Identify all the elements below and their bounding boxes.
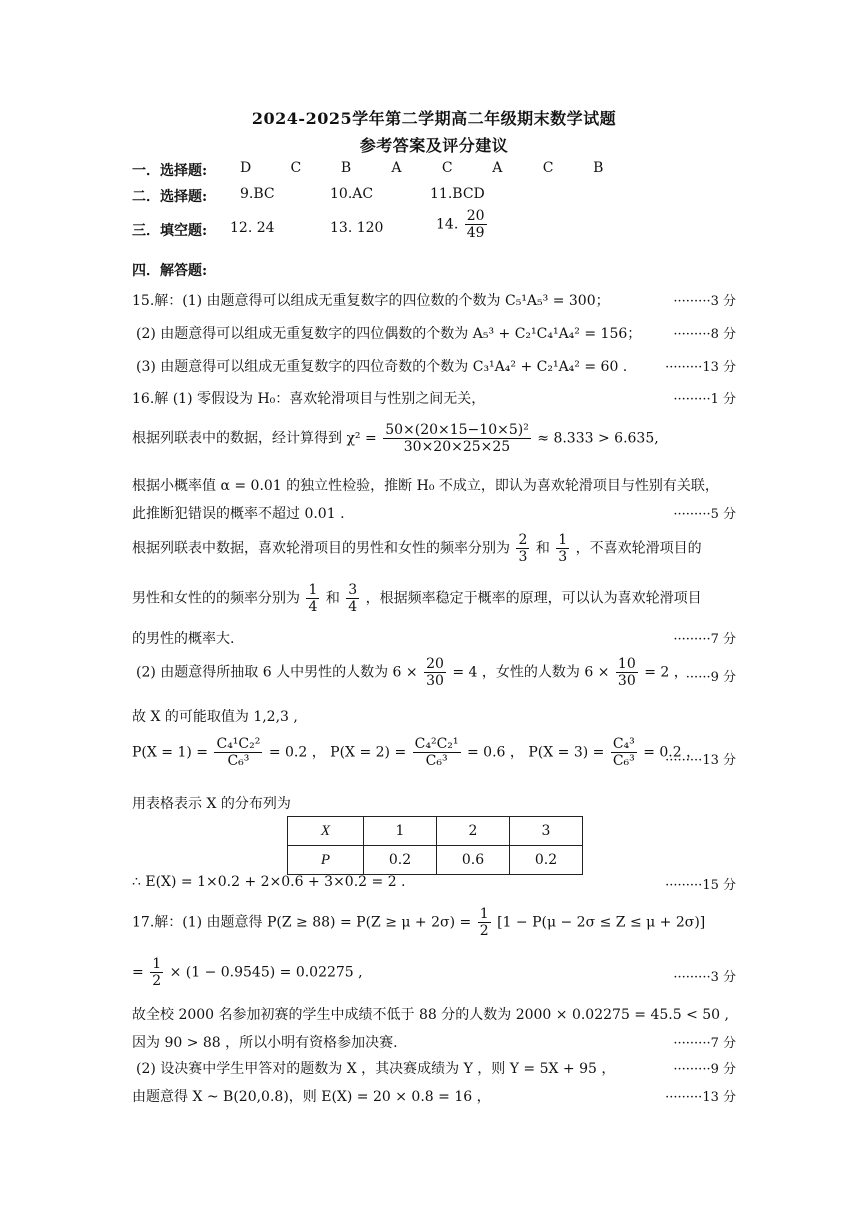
chi-suffix: ≈ 8.333 > 6.635, bbox=[537, 430, 659, 447]
text: 男性和女性的的频率分别为 bbox=[132, 590, 300, 607]
page-title: 2024-2025学年第二学期高二年级期末数学试题 bbox=[251, 109, 617, 128]
q16-chi-square bbox=[132, 422, 659, 455]
text: ，不喜欢轮滑项目的 bbox=[575, 540, 702, 557]
text: = 0.6 ， bbox=[466, 744, 524, 761]
text: 和 bbox=[325, 590, 340, 607]
fraction-denominator: 3 bbox=[558, 549, 568, 565]
table-row bbox=[288, 846, 583, 875]
fraction-denominator: 49 bbox=[466, 225, 485, 241]
q17-qualify-score: ·········7 分 bbox=[673, 1036, 736, 1051]
q17-part1-score: ·········3 分 bbox=[673, 970, 736, 985]
q15-part3-score: ·········13 分 bbox=[665, 360, 736, 375]
text: = 4 ，女性的人数为 6 × bbox=[452, 664, 610, 681]
fraction-denominator: 30 bbox=[617, 673, 636, 689]
chi-prefix: 根据列联表中的数据，经计算得到 χ² = bbox=[132, 430, 377, 447]
text: 17.解：(1) 由题意得 P(Z ≥ 88) = P(Z ≥ μ + 2σ) = bbox=[132, 914, 472, 931]
answer-3: B bbox=[340, 160, 352, 176]
q17-part2: (2) 设决赛中学生甲答对的题数为 X ，其决赛成绩为 Y ，则 Y = 5X + 95 ， bbox=[136, 1061, 616, 1077]
q15-part3: (3) 由题意得可以组成无重复数字的四位奇数的个数为 C₃¹A₄² + C₂¹A₄² = 60 . bbox=[136, 359, 628, 375]
text: P(X = 2) = bbox=[330, 744, 407, 761]
q16-values: 故 X 的可能取值为 1,2,3 , bbox=[132, 709, 298, 725]
q16-frequency-line2 bbox=[132, 582, 702, 615]
q16-probabilities bbox=[132, 736, 700, 769]
fraction-numerator: 1 bbox=[152, 956, 162, 972]
table-cell: 2 bbox=[437, 817, 510, 846]
q16-probabilities-score: ·········13 分 bbox=[665, 753, 736, 768]
q16-frequency-line1 bbox=[132, 532, 702, 565]
q16-table-intro: 用表格表示 X 的分布列为 bbox=[132, 796, 291, 812]
fraction-numerator: 2 bbox=[518, 532, 528, 548]
fraction-denominator: C₆³ bbox=[612, 753, 635, 769]
text: = 2 ， bbox=[644, 664, 688, 681]
fraction-denominator: 2 bbox=[152, 973, 162, 989]
chi-denominator: 30×20×25×25 bbox=[403, 439, 511, 455]
fill-answer-14 bbox=[436, 208, 489, 241]
q16-expectation-score: ·········15 分 bbox=[665, 878, 736, 893]
fraction-numerator: C₄¹C₂² bbox=[216, 736, 261, 752]
answer-8: B bbox=[593, 160, 604, 176]
fraction-denominator: C₆³ bbox=[227, 753, 250, 769]
fraction-numerator: 3 bbox=[348, 582, 358, 598]
text: = 0.2 ， bbox=[268, 744, 326, 761]
distribution-table bbox=[287, 816, 583, 875]
table-cell: 0.6 bbox=[437, 846, 510, 875]
text: = 0.2 ， bbox=[643, 744, 701, 761]
q17-binomial: 由题意得 X ~ B(20,0.8)，则 E(X) = 20 × 0.8 = 16 ， bbox=[132, 1089, 491, 1105]
section-multi-choice-label: 二．选择题: bbox=[132, 189, 208, 205]
table-cell: P bbox=[288, 846, 364, 875]
multi-answer-9: 9.BC bbox=[240, 186, 275, 202]
fraction-numerator: 1 bbox=[479, 906, 489, 922]
multi-answer-10: 10.AC bbox=[330, 186, 374, 202]
table-row bbox=[288, 817, 583, 846]
q16-part2-sampling bbox=[136, 656, 688, 689]
chi-numerator: 50×(20×15−10×5)² bbox=[385, 422, 529, 438]
q16-hypothesis-score: ·········1 分 bbox=[673, 392, 736, 407]
answer-2: C bbox=[290, 160, 302, 176]
q15-part2: (2) 由题意得可以组成无重复数字的四位偶数的个数为 A₅³ + C₂¹C₄¹A₄² = 156； bbox=[136, 326, 642, 342]
answer-1: D bbox=[240, 160, 252, 176]
section-fill-label: 三．填空题: bbox=[132, 223, 208, 239]
q17-count: 故全校 2000 名参加初赛的学生中成绩不低于 88 分的人数为 2000 × 0.02275 = 45.5 < 50 , bbox=[132, 1007, 729, 1023]
table-cell: 0.2 bbox=[510, 846, 583, 875]
q16-conclusion-score: ·········7 分 bbox=[673, 632, 736, 647]
fraction-numerator: C₄²C₂¹ bbox=[414, 736, 459, 752]
fill-answer-14-label: 14. bbox=[436, 216, 459, 233]
answer-7: C bbox=[542, 160, 554, 176]
section-choice-label: 一．选择题: bbox=[132, 163, 208, 179]
text: 和 bbox=[535, 540, 550, 557]
q16-part2-score: ······9 分 bbox=[685, 670, 736, 685]
answer-4: A bbox=[391, 160, 402, 176]
table-cell: X bbox=[288, 817, 364, 846]
fill-answer-13: 13. 120 bbox=[330, 220, 384, 236]
text: ，根据频率稳定于概率的原理，可以认为喜欢轮滑项目 bbox=[365, 590, 702, 607]
table-cell: 3 bbox=[510, 817, 583, 846]
page-subtitle: 参考答案及评分建议 bbox=[359, 136, 509, 155]
q17-part1 bbox=[132, 906, 705, 939]
fraction-denominator: 4 bbox=[348, 599, 358, 615]
fraction-numerator: 20 bbox=[426, 656, 444, 672]
fraction-denominator: 30 bbox=[426, 673, 444, 689]
fill-answer-12: 12. 24 bbox=[230, 220, 275, 236]
q16-inference: 根据小概率值 α = 0.01 的独立性检验，推断 H₀ 不成立，即认为喜欢轮滑项目与性别有关联， bbox=[132, 478, 719, 494]
answer-5: C bbox=[441, 160, 453, 176]
q17-binomial-score: ·········13 分 bbox=[665, 1090, 736, 1105]
text: P(X = 3) = bbox=[528, 744, 605, 761]
fraction-denominator: 3 bbox=[518, 549, 528, 565]
text: 根据列联表中数据，喜欢轮滑项目的男性和女性的频率分别为 bbox=[132, 540, 510, 557]
answer-6: A bbox=[492, 160, 503, 176]
fraction-numerator: C₄³ bbox=[612, 736, 635, 752]
fraction-numerator: 10 bbox=[617, 656, 636, 672]
fraction-denominator: C₆³ bbox=[425, 753, 448, 769]
text: P(X = 1) = bbox=[132, 744, 209, 761]
q16-expectation: ∴ E(X) = 1×0.2 + 2×0.6 + 3×0.2 = 2 . bbox=[132, 874, 406, 890]
text: = bbox=[132, 964, 144, 981]
table-cell: 1 bbox=[364, 817, 437, 846]
q16-error-score: ·········5 分 bbox=[673, 507, 736, 522]
fraction-numerator: 1 bbox=[308, 582, 318, 598]
section-solution-label: 四．解答题: bbox=[132, 263, 208, 279]
q16-conclusion: 的男性的概率大. bbox=[132, 631, 235, 647]
q16-error-bound: 此推断犯错误的概率不超过 0.01 . bbox=[132, 506, 345, 522]
q15-part1: 15.解：(1) 由题意得可以组成无重复数字的四位数的个数为 C₅¹A₅³ = 300； bbox=[132, 293, 610, 309]
text: [1 − P(μ − 2σ ≤ Z ≤ μ + 2σ)] bbox=[497, 914, 706, 931]
table-cell: 0.2 bbox=[364, 846, 437, 875]
choice-answers bbox=[240, 160, 639, 176]
multi-answer-11: 11.BCD bbox=[430, 186, 485, 202]
text: × (1 − 0.9545) = 0.02275 , bbox=[169, 964, 363, 981]
q17-part2-score: ·········9 分 bbox=[673, 1062, 736, 1077]
q15-part1-score: ·········3 分 bbox=[673, 294, 736, 309]
q15-part2-score: ·········8 分 bbox=[673, 327, 736, 342]
q17-part1-calc bbox=[132, 956, 363, 989]
text: (2) 由题意得所抽取 6 人中男性的人数为 6 × bbox=[136, 664, 418, 681]
fraction-numerator: 1 bbox=[558, 532, 568, 548]
q17-qualify: 因为 90 > 88 ，所以小明有资格参加决赛. bbox=[132, 1035, 398, 1051]
fraction-denominator: 4 bbox=[308, 599, 318, 615]
fraction-numerator: 20 bbox=[466, 208, 485, 224]
q16-hypothesis: 16.解 (1) 零假设为 H₀：喜欢轮滑项目与性别之间无关， bbox=[132, 391, 486, 407]
fraction-denominator: 2 bbox=[479, 923, 489, 939]
